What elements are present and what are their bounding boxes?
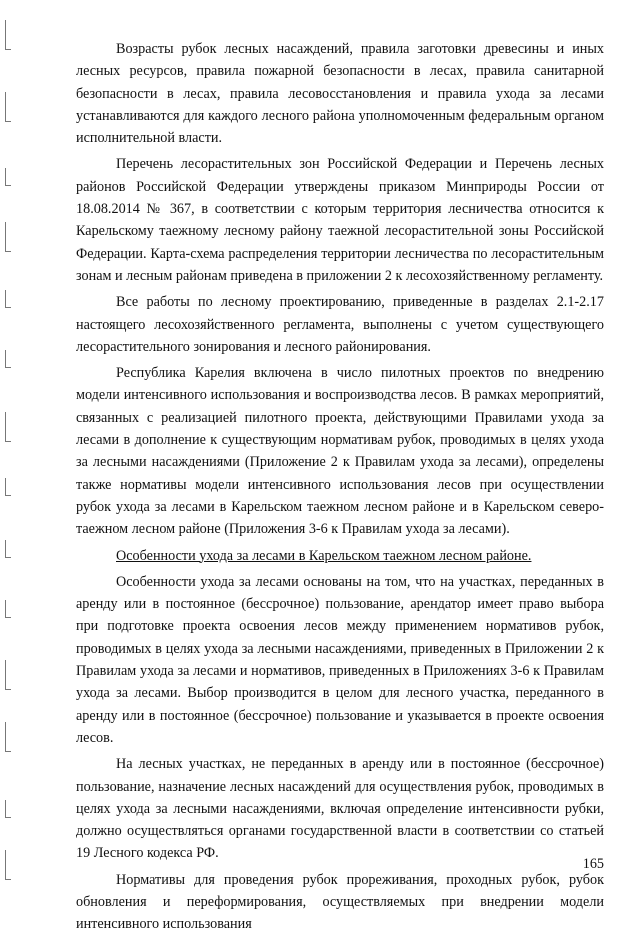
- binding-mark: [5, 20, 11, 50]
- binding-mark: [5, 800, 11, 818]
- binding-mark: [5, 478, 11, 496]
- paragraph: Возрасты рубок лесных насаждений, правила заготовки древесины и иных лесных ресурсов, правила пожарной безопасности в лесах, правила санитарной безопасности в лесах, правила лесовосстановления и правила ухода за лесами устанавливаются для каждого лесного района уполномоченным федеральным органом исполнительной власти.: [76, 41, 604, 147]
- binding-marks: [0, 0, 14, 905]
- section-heading: Особенности ухода за лесами в Карельском таежном лесном районе.: [116, 547, 532, 564]
- paragraph: На лесных участках, не переданных в аренду или в постоянное (бессрочное) пользование, назначение лесных насаждений для осуществления рубок, проводимых в целях ухода за лесными насаждениями, включая определение интенсивности рубки, должно осуществляться органами государственной власти в соответствии со статьей 19 Лесного кодекса РФ.: [76, 756, 604, 862]
- binding-mark: [5, 290, 11, 308]
- paragraph: Нормативы для проведения рубок прореживания, проходных рубок, рубок обновления и переформирования, осуществляемых при внедрении модели интенсивного использования: [76, 871, 604, 933]
- binding-mark: [5, 350, 11, 368]
- document-body: [76, 38, 604, 940]
- binding-mark: [5, 660, 11, 690]
- binding-mark: [5, 850, 11, 880]
- binding-mark: [5, 600, 11, 618]
- binding-mark: [5, 412, 11, 442]
- binding-mark: [5, 92, 11, 122]
- paragraph: Особенности ухода за лесами основаны на том, что на участках, переданных в аренду или в постоянное (бессрочное) пользование, арендатор имеет право выбора при подготовке проекта освоения лесов между применением нормативов рубок, проводимых в целях ухода за лесными насаждениями, приведенных в Приложении 2 к Правилам ухода за лесами и нормативов, приведенных в Приложениях 3-6 к Правилам ухода за лесами. Выбор производится в целом для лесного участка, переданного в аренду или в постоянное (бессрочное) пользование и указывается в проекте освоения лесов.: [76, 573, 604, 746]
- paragraph: Все работы по лесному проектированию, приведенные в разделах 2.1-2.17 настоящего лесохозяйственного регламента, выполнены с учетом существующего лесорастительного зонирования и лесного районирования.: [76, 294, 604, 355]
- binding-mark: [5, 722, 11, 752]
- paragraph: Республика Карелия включена в число пилотных проектов по внедрению модели интенсивного использования и воспроизводства лесов. В рамках мероприятий, связанных с реализацией пилотного проекта, действующими Правилами ухода за лесами в дополнение к существующим нормативам рубок, проводимых в целях ухода за лесными насаждениями (Приложение 2 к Правилам ухода за лесами), определены также нормативы модели интенсивного использования лесов при осуществлении рубок ухода за лесами в Карельском таежном лесном районе и в Карельском северо-таежном лесном районе (Приложения 3-6 к Правилам ухода за лесами).: [76, 365, 604, 538]
- paragraph: Перечень лесорастительных зон Российской Федерации и Перечень лесных районов Российской Федерации утверждены приказом Минприроды России от 18.08.2014 № 367, в соответствии с которым территория лесничества относится к Карельскому таежному лесному району таежной лесорастительной зоны Российской Федерации. Карта-схема распределения территории лесничества по лесорастительным зонам и лесным районам приведена в приложении 2 к лесохозяйственному регламенту.: [76, 156, 604, 284]
- binding-mark: [5, 540, 11, 558]
- page-number: 165: [582, 856, 604, 872]
- binding-mark: [5, 168, 11, 186]
- binding-mark: [5, 222, 11, 252]
